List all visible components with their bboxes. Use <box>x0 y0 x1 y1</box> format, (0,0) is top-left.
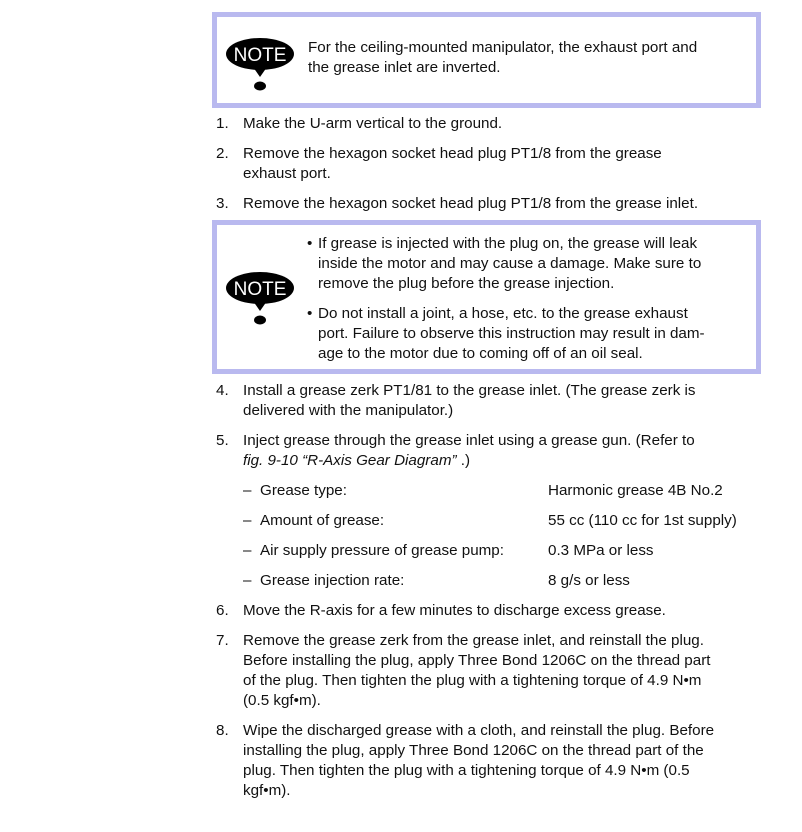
spec-value: 8 g/s or less <box>548 572 630 589</box>
step-number: 8. <box>216 722 229 739</box>
note-box-plug-warning <box>212 220 761 374</box>
spec-value: 0.3 MPa or less <box>548 542 654 559</box>
note-text: For the ceiling-mounted manipulator, the exhaust port and the grease inlet are inverted. <box>308 39 698 76</box>
step-7: 7. Remove the grease zerk from the grease inlet, and reinstall the plug. Before installing the plug, apply Three Bond 1206C on the thread part of the plug. Then tighten the plug with a tightening torque of 4.9 N•m (0.5 kgf•m). <box>216 632 711 709</box>
note-bullet-list <box>307 234 753 374</box>
step-6: 6. Move the R-axis for a few minutes to discharge excess grease. <box>216 602 666 619</box>
bullet-dot: • <box>307 235 313 252</box>
spec-label: Grease type: <box>260 482 347 499</box>
step-8: 8. Wipe the discharged grease with a cloth, and reinstall the plug. Before installing the plug, apply Three Bond 1206C on the thread part of the plug. Then tighten the plug with a tightening torque of 4.9 N•m (0.5 kgf•m). <box>216 722 715 799</box>
bullet-dot: • <box>307 305 313 322</box>
spec-value: 55 cc (110 cc for 1st supply) <box>548 512 737 529</box>
step-number: 6. <box>216 602 229 619</box>
step-number: 1. <box>216 115 229 132</box>
spec-label: Grease injection rate: <box>260 572 405 589</box>
note-box-ceiling-mount <box>212 12 761 108</box>
figure-reference: fig. 9-10 “R-Axis Gear Diagram” <box>243 452 457 469</box>
note-label: NOTE <box>233 279 287 300</box>
step-number: 2. <box>216 145 229 162</box>
step-2: 2. Remove the hexagon socket head plug PT1/8 from the grease exhaust port. <box>216 145 662 182</box>
step-number: 7. <box>216 632 229 649</box>
step-number: 3. <box>216 195 229 212</box>
note-icon <box>225 37 295 93</box>
step-3: 3. Remove the hexagon socket head plug PT1/8 from the grease inlet. <box>216 195 699 212</box>
spec-value: Harmonic grease 4B No.2 <box>548 482 723 499</box>
note-bullet-item: • If grease is injected with the plug on, the grease will leak inside the motor and may cause a damage. Make sure to remove the plug before the grease injection. <box>307 235 702 292</box>
step-1: 1. Make the U-arm vertical to the ground. <box>216 115 503 132</box>
step-number: 4. <box>216 382 229 399</box>
note-label: NOTE <box>233 45 287 66</box>
note-icon <box>225 271 295 327</box>
step-4: 4. Install a grease zerk PT1/81 to the grease inlet. (The grease zerk is delivered with the manipulator.) <box>216 382 696 419</box>
step-5: 5. Inject grease through the grease inlet using a grease gun. (Refer to fig. 9-10 “R-Axis Gear Diagram” .) <box>216 432 695 469</box>
note-bullet-item: • Do not install a joint, a hose, etc. to the grease exhaust port. Failure to observe this instruction may result in dam- age to the motor due to coming off of an oil seal. <box>307 305 705 362</box>
step-number: 5. <box>216 432 229 449</box>
spec-label: Air supply pressure of grease pump: <box>260 542 504 559</box>
spec-label: Amount of grease: <box>260 512 385 529</box>
